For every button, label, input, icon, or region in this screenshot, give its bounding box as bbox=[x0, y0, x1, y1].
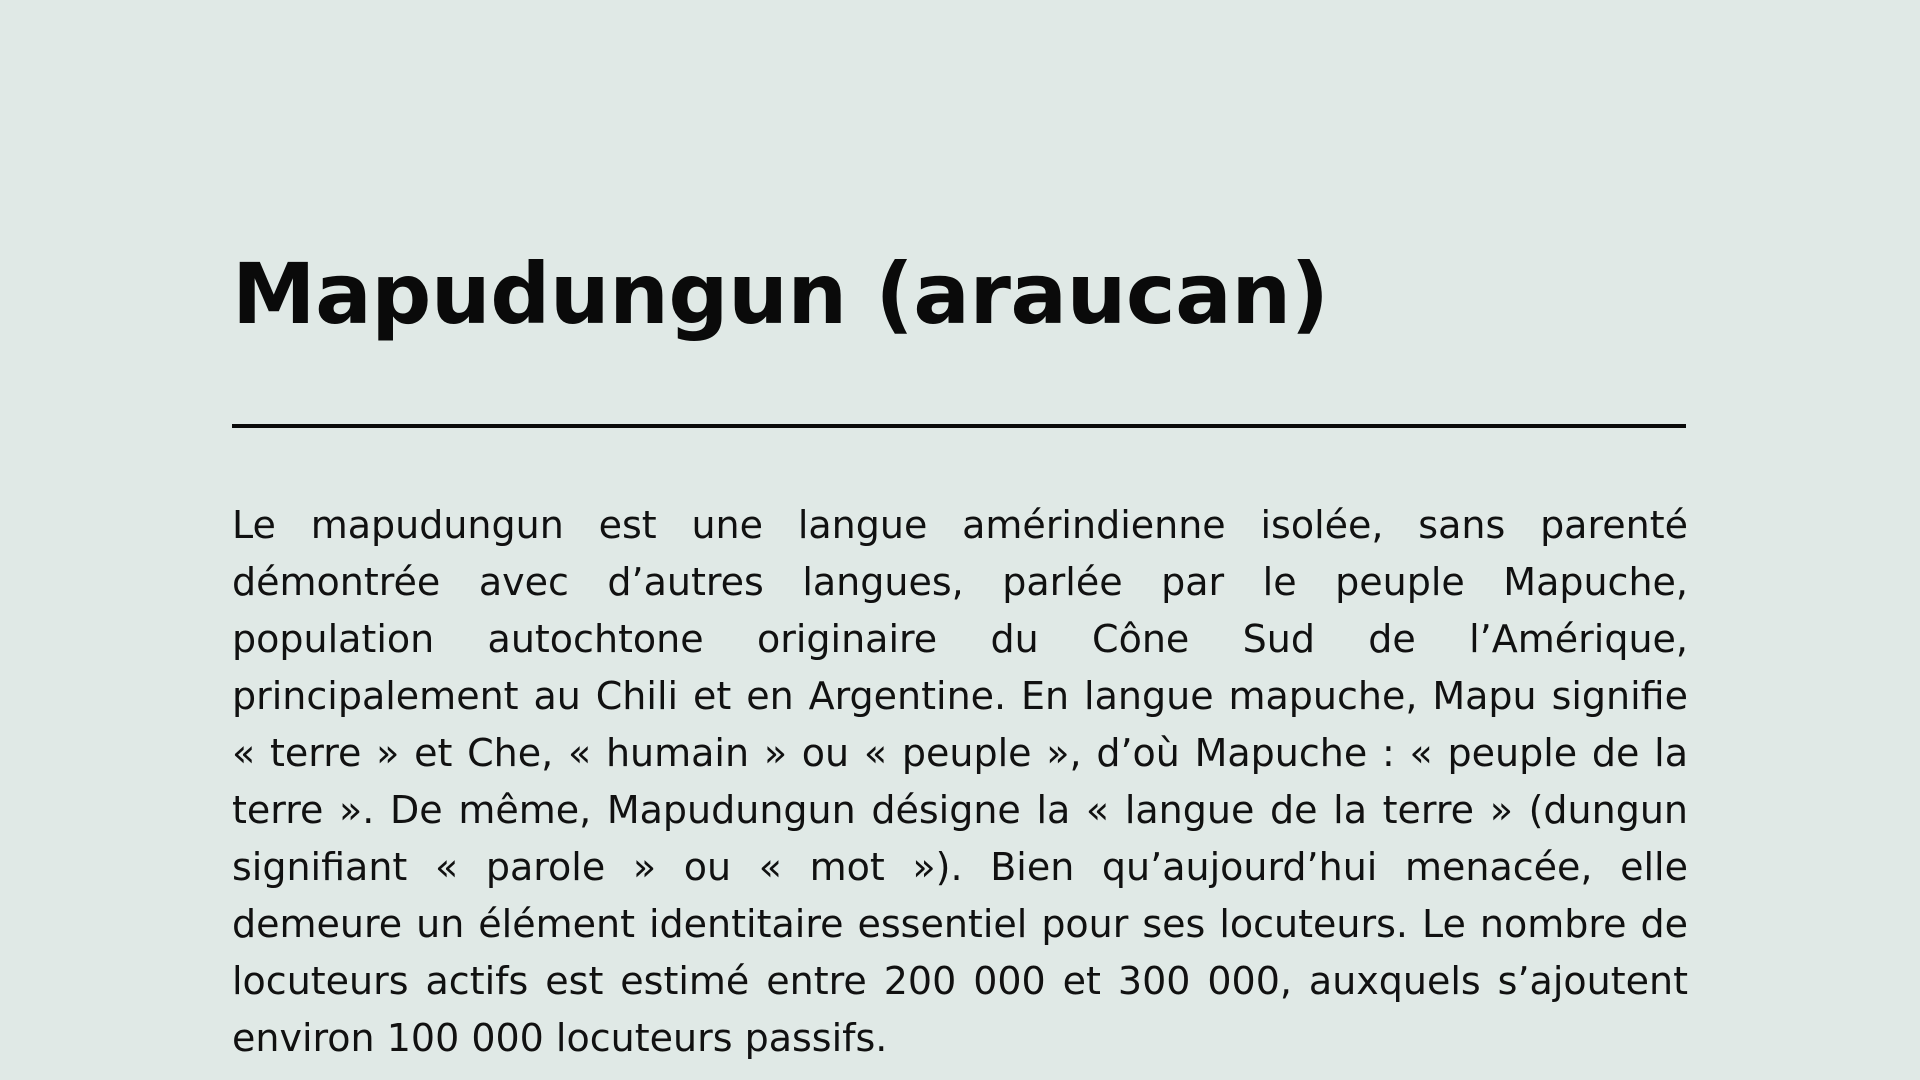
body-paragraph: Le mapudungun est une langue amérindienne isolée, sans parenté démontrée avec d’autres langues, parlée par le peuple Mapuche, population autochtone originaire du Cône Sud de l’Amérique, principalement au Chili et en Argentine. En langue mapuche, Mapu signifie « terre » et Che, « humain » ou « peuple », d’où Mapuche : « peuple de la terre ». De même, Mapudungun désigne la « langue de la terre » (dungun signifiant « parole » ou « mot »). Bien qu’aujourd’hui menacée, elle demeure un élément identitaire essentiel pour ses locuteurs. Le nombre de locuteurs actifs est estimé entre 200 000 et 300 000, auxquels s’ajoutent environ 100 000 locuteurs passifs. bbox=[232, 503, 1688, 1060]
title-divider bbox=[232, 424, 1686, 428]
slide-title: Mapudungun (araucan) bbox=[232, 245, 1329, 343]
